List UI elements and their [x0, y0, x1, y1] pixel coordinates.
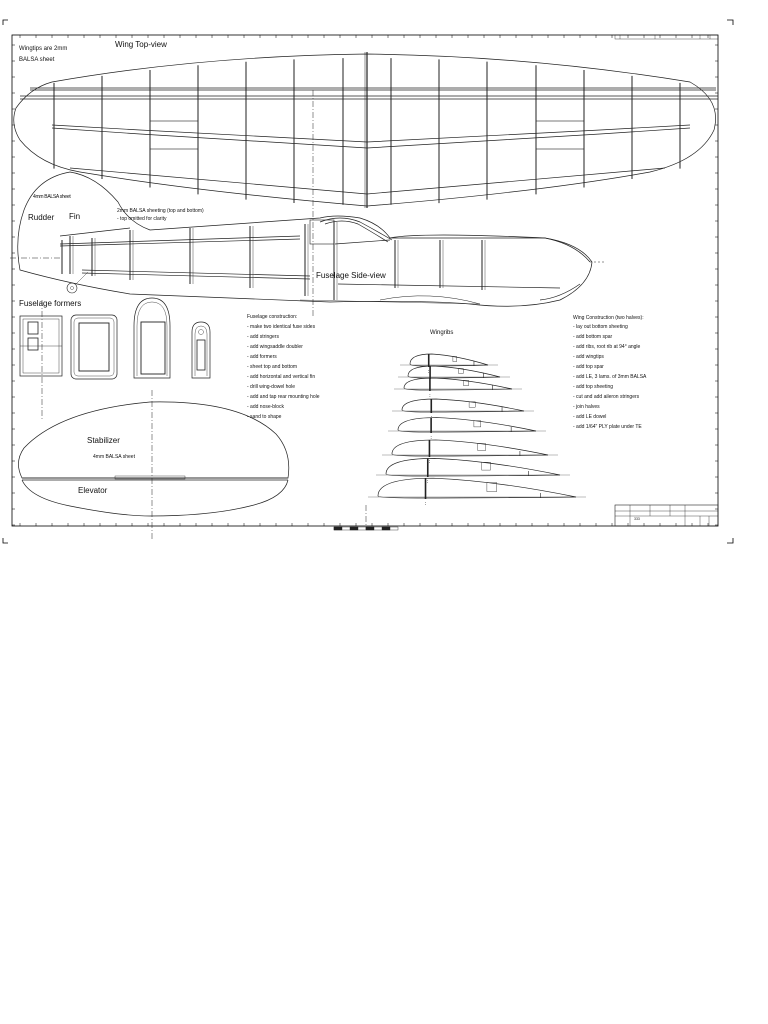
crop-marks — [3, 20, 733, 543]
sheeting-note-line2: - top omitted for clarity — [117, 216, 167, 222]
wing-construction-title: Wing Construction (two halves): — [573, 315, 644, 321]
wingribs — [368, 354, 586, 506]
construction-step: - add top sheeting — [573, 384, 614, 390]
construction-step: - add top spar — [573, 364, 604, 370]
fuselage-side-view-title: Fuselage Side-view — [316, 271, 386, 280]
wing-top-view — [14, 52, 718, 208]
stabilizer-label: Stabilizer — [87, 436, 120, 445]
wing-construction-steps — [573, 322, 646, 432]
construction-step: - add 1/64" PLY plate under TE — [573, 424, 642, 430]
fuselage-formers-title: Fuselage formers — [19, 299, 82, 308]
stabilizer-sheet-note: 4mm BALSA sheet — [93, 454, 135, 460]
construction-step: - drill wing-dowel hole — [247, 384, 296, 390]
construction-step: - add ribs, root rib at 94° angle — [573, 344, 641, 350]
wingtips-note-line1: Wingtips are 2mm — [19, 46, 68, 52]
fuselage-formers — [20, 298, 210, 379]
rear-mounting-hole — [67, 283, 77, 293]
scale-bar — [334, 527, 398, 530]
construction-step: - add bottom spar — [573, 334, 613, 340]
wingribs-title: Wingribs — [430, 330, 454, 336]
construction-step: - cut and add aileron stringers — [573, 394, 640, 400]
wing-top-view-title: Wing Top-view — [115, 40, 167, 49]
construction-step: - make two identical fuse sides — [247, 324, 316, 330]
fuselage-construction-steps — [247, 322, 320, 422]
construction-step: - add nose-block — [247, 404, 284, 410]
wing-outline — [14, 54, 716, 206]
wingtips-note-line2: BALSA sheet — [19, 57, 55, 63]
fin-label: Fin — [69, 212, 81, 221]
elevator-label: Elevator — [78, 486, 108, 495]
construction-step: - add wingtips — [573, 354, 604, 360]
construction-step: - add and tap rear mounting hole — [247, 394, 320, 400]
sheeting-note-line1: 2mm BALSA sheeting (top and bottom) — [117, 208, 204, 214]
construction-step: - add stringers — [247, 334, 279, 340]
construction-step: - add wingsaddle doubler — [247, 344, 303, 350]
fuselage-side-view — [10, 172, 604, 306]
rudder-label: Rudder — [28, 213, 55, 222]
fuselage-construction-title: Fuselage construction: — [247, 314, 298, 320]
construction-step: - sand to shape — [247, 414, 282, 420]
fin-sheet-note: 4mm BALSA sheet — [33, 194, 71, 200]
construction-step: - sheet top and bottom — [247, 364, 298, 370]
top-title-strip — [615, 35, 718, 39]
title-block — [615, 505, 718, 526]
construction-step: - add horizontal and vertical fin — [247, 374, 316, 380]
construction-step: - lay out bottom sheeting — [573, 324, 628, 330]
construction-step: - add formers — [247, 354, 277, 360]
construction-step: - join halves — [573, 404, 600, 410]
construction-step: - add LE, 3 lams. of 3mm BALSA — [573, 374, 647, 380]
construction-step: - add LE dowel — [573, 414, 607, 420]
title-block-code: 333 — [634, 517, 640, 521]
